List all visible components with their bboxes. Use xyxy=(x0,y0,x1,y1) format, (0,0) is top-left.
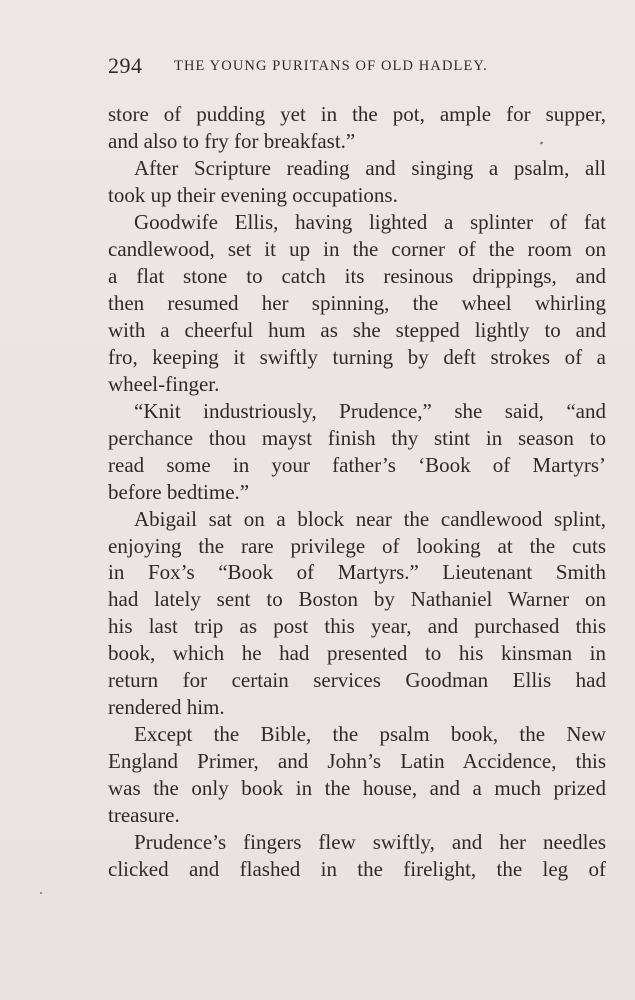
text-line: After Scripture reading and singing a psalm, all xyxy=(134,155,606,180)
text-line: Abigail sat on a block near the candlewood splint, xyxy=(134,506,606,531)
text-line: rendered him. xyxy=(108,695,225,720)
text-line: Goodwife Ellis, having lighted a splinter of fat xyxy=(134,209,606,234)
text-line: enjoying the rare privilege of looking at the cuts xyxy=(108,533,606,558)
body-text xyxy=(108,101,606,883)
text-line: had lately sent to Boston by Nathaniel Warner on xyxy=(108,587,606,612)
text-line: in Fox’s “Book of Martyrs.” Lieutenant Smith xyxy=(108,560,606,585)
text-line: book, which he had presented to his kinsman in xyxy=(108,641,606,666)
print-speck xyxy=(40,892,42,894)
text-line: was the only book in the house, and a much prized xyxy=(108,776,606,801)
text-line: treasure. xyxy=(108,803,180,828)
text-line: return for certain services Goodman Ellis had xyxy=(108,668,606,693)
text-line: wheel-finger. xyxy=(108,371,220,396)
page-number: 294 xyxy=(108,53,143,78)
text-line: read some in your father’s ‘Book of Martyrs’ xyxy=(108,452,606,477)
text-line: clicked and flashed in the firelight, the leg of xyxy=(108,857,606,882)
text-line: a flat stone to catch its resinous drippings, and xyxy=(108,263,606,288)
text-line: England Primer, and John’s Latin Accidence, this xyxy=(108,749,606,774)
running-title: THE YOUNG PURITANS OF OLD HADLEY. xyxy=(174,58,488,74)
text-line: fro, keeping it swiftly turning by deft strokes of a xyxy=(108,344,606,369)
text-line: then resumed her spinning, the wheel whirling xyxy=(108,290,606,315)
text-line: and also to fry for breakfast.” xyxy=(108,128,356,153)
text-line: his last trip as post this year, and purchased this xyxy=(108,614,606,639)
text-line: perchance thou mayst finish thy stint in season to xyxy=(108,425,606,450)
text-line: with a cheerful hum as she stepped lightly to and xyxy=(108,317,606,342)
text-line: candlewood, set it up in the corner of the room on xyxy=(108,236,606,261)
text-line: before bedtime.” xyxy=(108,479,250,504)
text-line: “Knit industriously, Prudence,” she said, “and xyxy=(134,398,606,423)
text-line: Except the Bible, the psalm book, the New xyxy=(134,722,606,747)
text-line: store of pudding yet in the pot, ample for supper, xyxy=(108,102,606,126)
page-header xyxy=(108,50,608,84)
text-line: took up their evening occupations. xyxy=(108,182,398,207)
text-line: Prudence’s fingers flew swiftly, and her needles xyxy=(134,830,606,855)
